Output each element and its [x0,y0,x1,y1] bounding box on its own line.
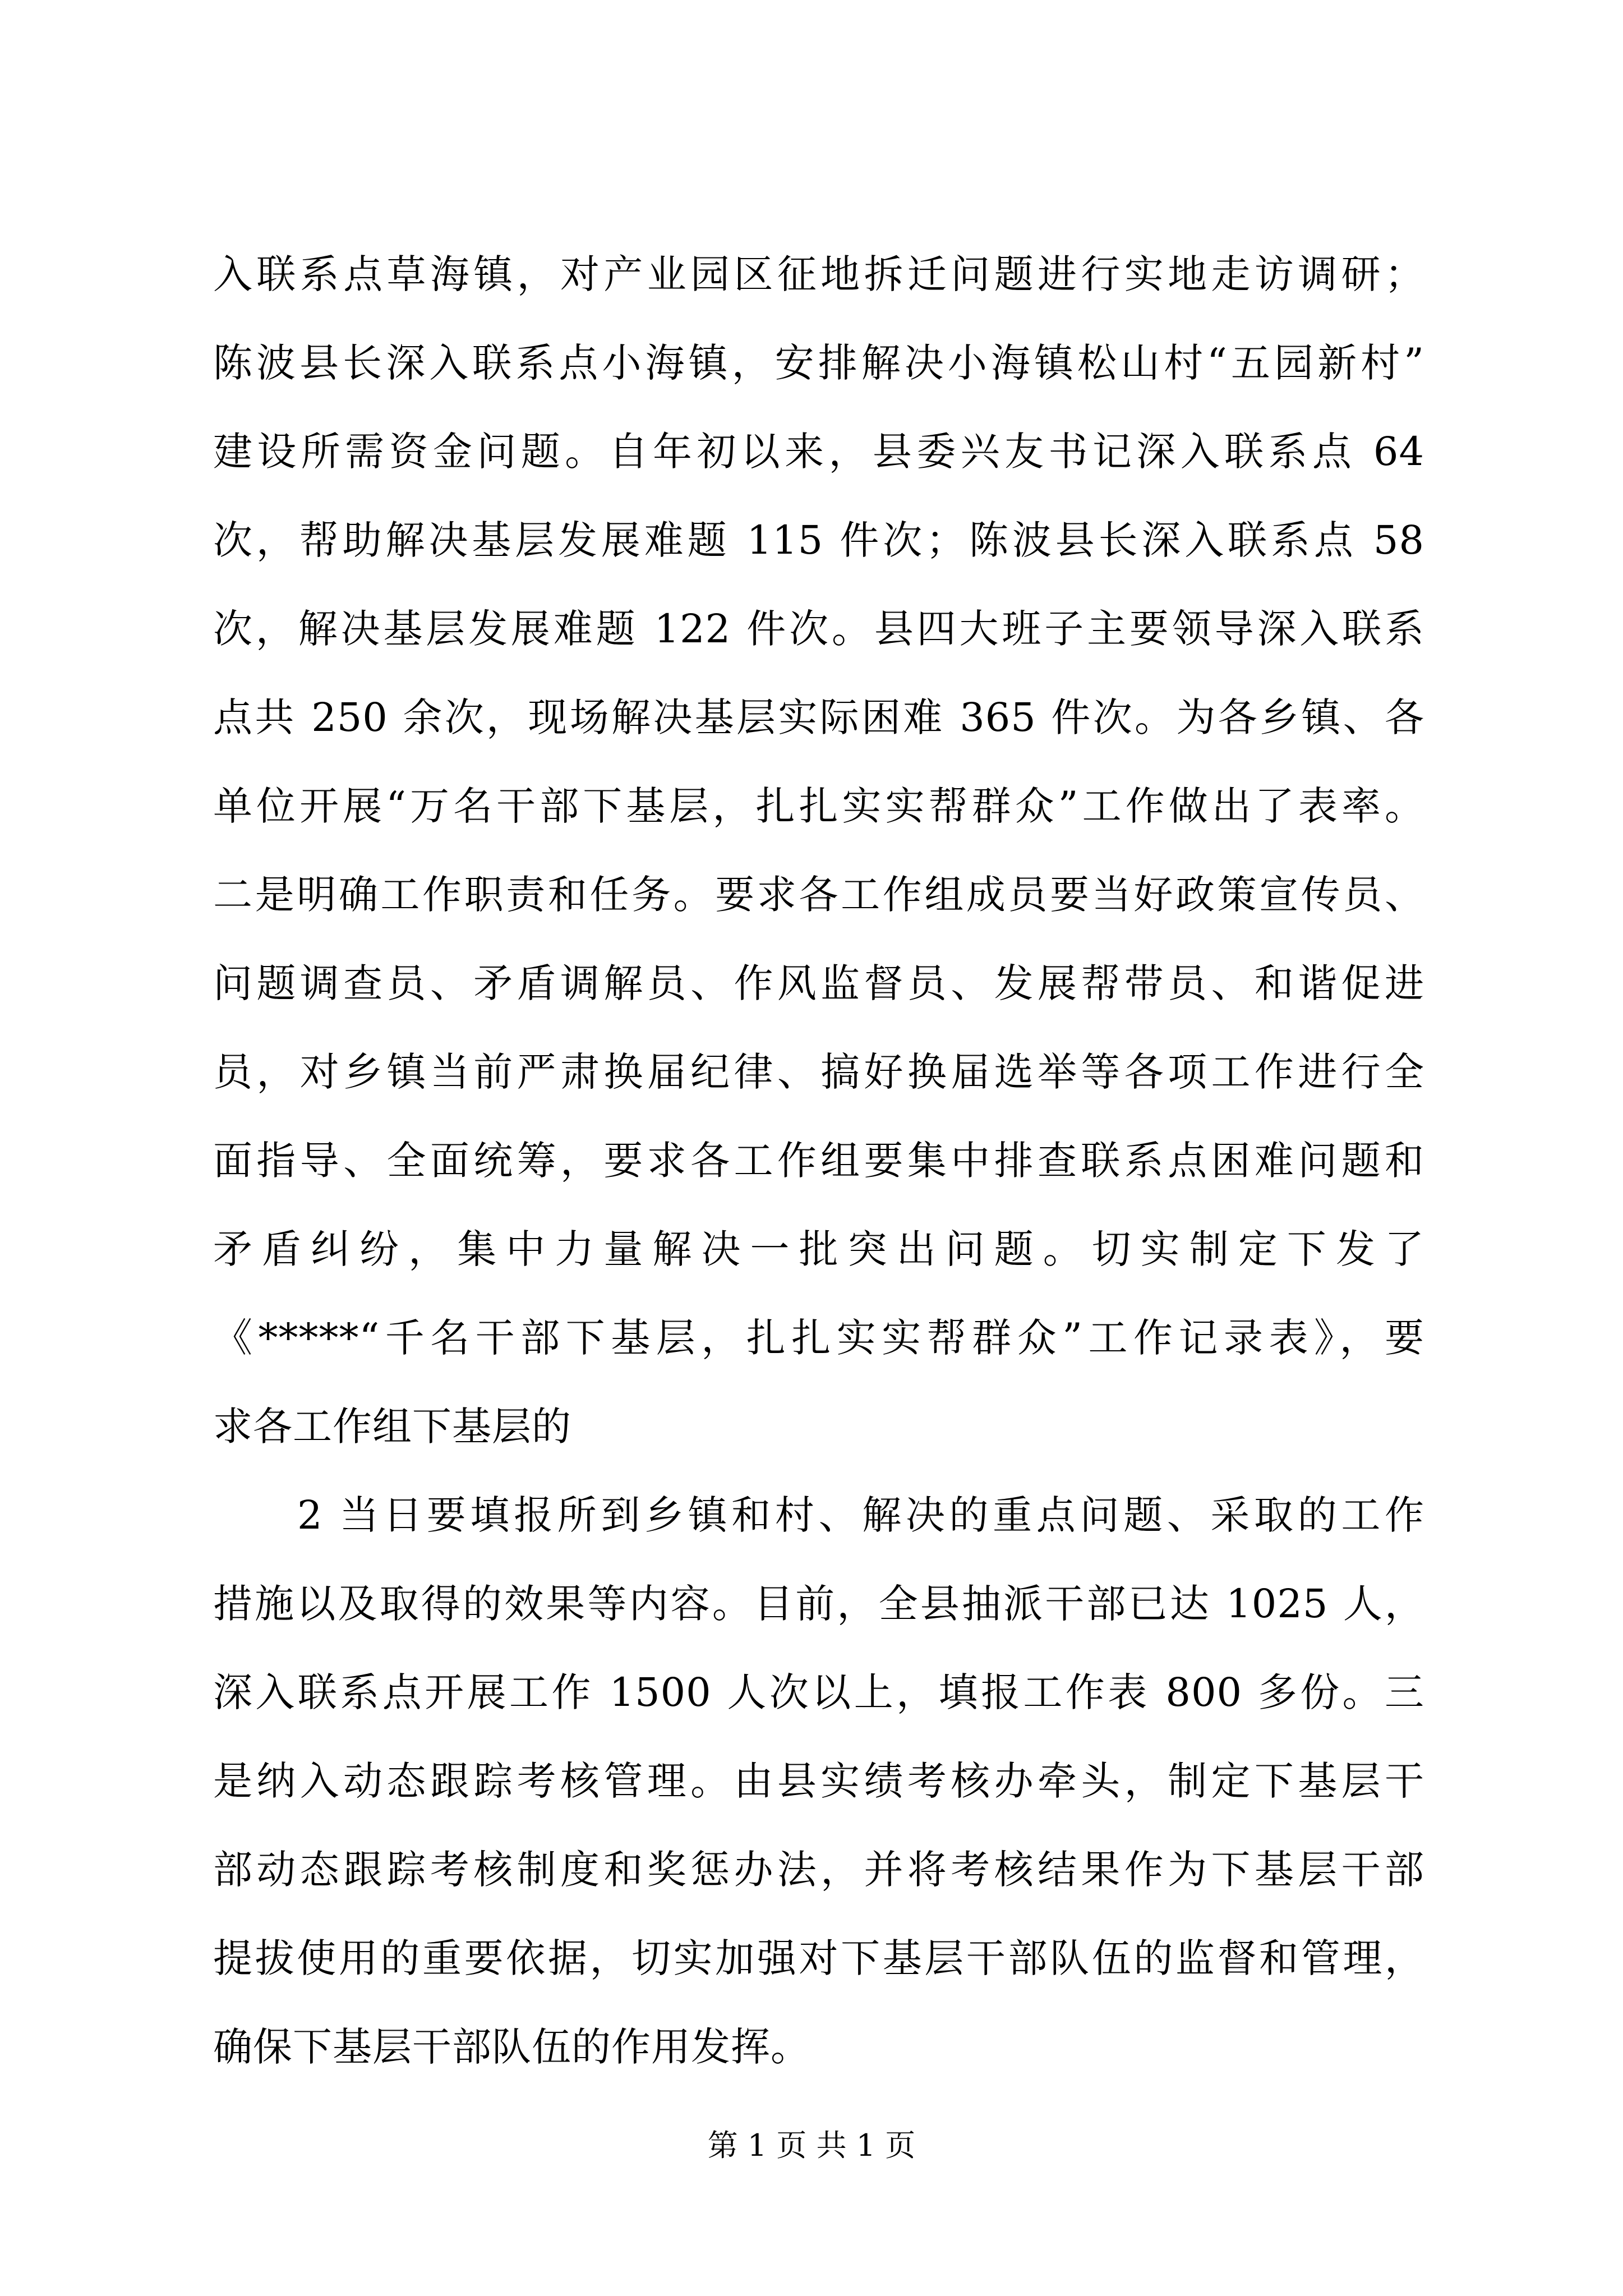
document-body [213,230,1424,2091]
page-number-footer: 第 1 页 共 1 页 [707,2128,916,2163]
text-line: 陈波县长深入联系点小海镇，安排解决小海镇松山村“五园新村” [213,340,1424,386]
text-line: 《*****“千名干部下基层，扎扎实实帮群众”工作记录表》，要 [213,1315,1424,1361]
text-line: 确保下基层干部队伍的作用发挥。 [213,2024,810,2070]
text-line: 问题调查员、矛盾调解员、作风监督员、发展帮带员、和谐促进 [213,960,1424,1006]
text-line: 次，帮助解决基层发展难题 115 件次；陈波县长深入联系点 58 [213,517,1424,563]
text-line: 二是明确工作职责和任务。要求各工作组成员要当好政策宣传员、 [213,872,1424,918]
text-line: 措施以及取得的效果等内容。目前，全县抽派干部已达 1025 人， [213,1581,1424,1627]
text-line: 矛盾纠纷，集中力量解决一批突出问题。切实制定下发了 [213,1226,1424,1272]
text-line: 入联系点草海镇，对产业园区征地拆迁问题进行实地走访调研； [213,251,1424,297]
text-line: 部动态跟踪考核制度和奖惩办法，并将考核结果作为下基层干部 [213,1847,1424,1893]
text-line: 员，对乡镇当前严肃换届纪律、搞好换届选举等各项工作进行全 [213,1049,1424,1095]
text-line: 深入联系点开展工作 1500 人次以上，填报工作表 800 多份。三 [213,1669,1424,1715]
text-line: 面指导、全面统筹，要求各工作组要集中排查联系点困难问题和 [213,1138,1424,1184]
text-line: 提拔使用的重要依据，切实加强对下基层干部队伍的监督和管理， [213,1935,1424,1981]
text-line: 建设所需资金问题。自年初以来，县委兴友书记深入联系点 64 [213,429,1424,475]
text-line: 是纳入动态跟踪考核管理。由县实绩考核办牵头，制定下基层干 [213,1758,1424,1804]
text-line: 次，解决基层发展难题 122 件次。县四大班子主要领导深入联系 [213,606,1424,652]
paragraph-first-line: 2 当日要填报所到乡镇和村、解决的重点问题、采取的工作 [297,1492,1424,1538]
text-line: 点共 250 余次，现场解决基层实际困难 365 件次。为各乡镇、各 [213,694,1424,740]
text-line: 单位开展“万名干部下基层，扎扎实实帮群众”工作做出了表率。 [213,783,1424,829]
text-line: 求各工作组下基层的 [213,1404,571,1450]
